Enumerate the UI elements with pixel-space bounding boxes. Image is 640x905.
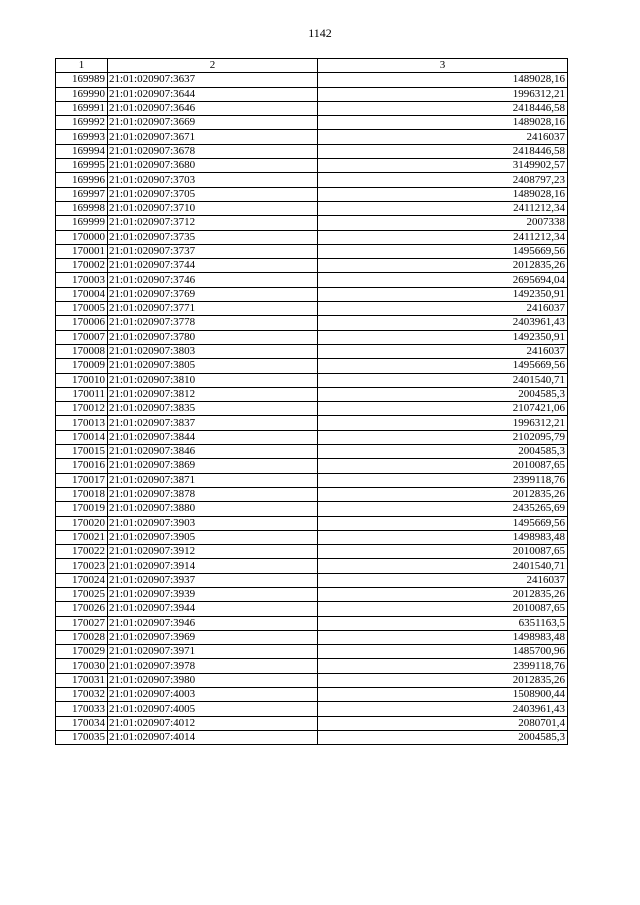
cadastral-number-cell: 21:01:020907:3680 <box>108 159 318 173</box>
value-cell: 1498983,48 <box>318 530 568 544</box>
value-cell: 2012835,26 <box>318 673 568 687</box>
value-cell: 3149902,57 <box>318 159 568 173</box>
row-number-cell: 170018 <box>56 487 108 501</box>
row-number-cell: 170005 <box>56 302 108 316</box>
value-cell: 2004585,3 <box>318 445 568 459</box>
row-number-cell: 170030 <box>56 659 108 673</box>
cadastral-number-cell: 21:01:020907:3703 <box>108 173 318 187</box>
table-row <box>56 273 568 287</box>
cadastral-number-cell: 21:01:020907:3737 <box>108 244 318 258</box>
cadastral-number-cell: 21:01:020907:3744 <box>108 259 318 273</box>
cadastral-number-cell: 21:01:020907:3712 <box>108 216 318 230</box>
cadastral-number-cell: 21:01:020907:3812 <box>108 387 318 401</box>
row-number-cell: 170029 <box>56 645 108 659</box>
table-row <box>56 130 568 144</box>
value-cell: 2435265,69 <box>318 502 568 516</box>
cadastral-number-cell: 21:01:020907:4014 <box>108 730 318 744</box>
table-row <box>56 101 568 115</box>
table-row <box>56 645 568 659</box>
value-cell: 1489028,16 <box>318 187 568 201</box>
header-row <box>56 59 568 73</box>
cadastral-number-cell: 21:01:020907:3871 <box>108 473 318 487</box>
cadastral-number-cell: 21:01:020907:3769 <box>108 287 318 301</box>
value-cell: 2416037 <box>318 130 568 144</box>
value-cell: 2416037 <box>318 344 568 358</box>
table-row <box>56 559 568 573</box>
table-row <box>56 73 568 87</box>
row-number-cell: 170006 <box>56 316 108 330</box>
value-cell: 6351163,5 <box>318 616 568 630</box>
table-row <box>56 187 568 201</box>
value-cell: 1996312,21 <box>318 87 568 101</box>
table-row <box>56 387 568 401</box>
cadastral-number-cell: 21:01:020907:3905 <box>108 530 318 544</box>
table-row <box>56 459 568 473</box>
row-number-cell: 170023 <box>56 559 108 573</box>
row-number-cell: 170025 <box>56 587 108 601</box>
row-number-cell: 170013 <box>56 416 108 430</box>
row-number-cell: 170007 <box>56 330 108 344</box>
cadastral-number-cell: 21:01:020907:4012 <box>108 716 318 730</box>
value-cell: 2399118,76 <box>318 659 568 673</box>
value-cell: 2012835,26 <box>318 259 568 273</box>
table-row <box>56 287 568 301</box>
table-row <box>56 516 568 530</box>
cadastral-number-cell: 21:01:020907:3835 <box>108 402 318 416</box>
table-row <box>56 373 568 387</box>
cadastral-number-cell: 21:01:020907:3678 <box>108 144 318 158</box>
row-number-cell: 170024 <box>56 573 108 587</box>
row-number-cell: 169993 <box>56 130 108 144</box>
table-row <box>56 659 568 673</box>
table-row <box>56 445 568 459</box>
value-cell: 2411212,34 <box>318 201 568 215</box>
table-row <box>56 702 568 716</box>
page-number: 1142 <box>308 26 332 40</box>
cadastral-number-cell: 21:01:020907:3914 <box>108 559 318 573</box>
row-number-cell: 170016 <box>56 459 108 473</box>
value-cell: 2416037 <box>318 302 568 316</box>
value-cell: 1508900,44 <box>318 688 568 702</box>
cadastral-number-cell: 21:01:020907:3939 <box>108 587 318 601</box>
cadastral-number-cell: 21:01:020907:3803 <box>108 344 318 358</box>
row-number-cell: 169997 <box>56 187 108 201</box>
cadastral-number-cell: 21:01:020907:3805 <box>108 359 318 373</box>
value-cell: 2416037 <box>318 573 568 587</box>
value-cell: 2695694,04 <box>318 273 568 287</box>
table-row <box>56 430 568 444</box>
cadastral-number-cell: 21:01:020907:3969 <box>108 630 318 644</box>
table-row <box>56 716 568 730</box>
value-cell: 2411212,34 <box>318 230 568 244</box>
cadastral-number-cell: 21:01:020907:3880 <box>108 502 318 516</box>
table-row <box>56 159 568 173</box>
value-cell: 2401540,71 <box>318 559 568 573</box>
row-number-cell: 170011 <box>56 387 108 401</box>
cadastral-number-cell: 21:01:020907:3937 <box>108 573 318 587</box>
row-number-cell: 170015 <box>56 445 108 459</box>
table-row <box>56 316 568 330</box>
table-row <box>56 730 568 744</box>
value-cell: 1495669,56 <box>318 244 568 258</box>
row-number-cell: 170012 <box>56 402 108 416</box>
table-row <box>56 530 568 544</box>
cadastral-number-cell: 21:01:020907:3710 <box>108 201 318 215</box>
cadastral-number-cell: 21:01:020907:3837 <box>108 416 318 430</box>
row-number-cell: 169990 <box>56 87 108 101</box>
value-cell: 1996312,21 <box>318 416 568 430</box>
row-number-cell: 170004 <box>56 287 108 301</box>
cadastral-number-cell: 21:01:020907:3903 <box>108 516 318 530</box>
value-cell: 2012835,26 <box>318 487 568 501</box>
column-header-2: 2 <box>108 59 318 73</box>
column-header-3: 3 <box>318 59 568 73</box>
table-row <box>56 87 568 101</box>
cadastral-number-cell: 21:01:020907:3946 <box>108 616 318 630</box>
table-row <box>56 402 568 416</box>
row-number-cell: 170001 <box>56 244 108 258</box>
table-row <box>56 259 568 273</box>
value-cell: 2107421,06 <box>318 402 568 416</box>
value-cell: 2080701,4 <box>318 716 568 730</box>
row-number-cell: 170031 <box>56 673 108 687</box>
cadastral-number-cell: 21:01:020907:3646 <box>108 101 318 115</box>
cadastral-number-cell: 21:01:020907:4005 <box>108 702 318 716</box>
cadastral-number-cell: 21:01:020907:3944 <box>108 602 318 616</box>
table-row <box>56 487 568 501</box>
value-cell: 2012835,26 <box>318 587 568 601</box>
table-row <box>56 502 568 516</box>
table-body <box>56 73 568 745</box>
table-row <box>56 302 568 316</box>
table-row <box>56 344 568 358</box>
column-header-1: 1 <box>56 59 108 73</box>
cadastral-number-cell: 21:01:020907:3912 <box>108 545 318 559</box>
row-number-cell: 170034 <box>56 716 108 730</box>
cadastral-number-cell: 21:01:020907:3846 <box>108 445 318 459</box>
value-cell: 2408797,23 <box>318 173 568 187</box>
row-number-cell: 169999 <box>56 216 108 230</box>
row-number-cell: 170008 <box>56 344 108 358</box>
row-number-cell: 170027 <box>56 616 108 630</box>
value-cell: 2418446,58 <box>318 144 568 158</box>
value-cell: 1498983,48 <box>318 630 568 644</box>
row-number-cell: 169989 <box>56 73 108 87</box>
value-cell: 2102095,79 <box>318 430 568 444</box>
value-cell: 2007338 <box>318 216 568 230</box>
value-cell: 1495669,56 <box>318 516 568 530</box>
table-row <box>56 573 568 587</box>
row-number-cell: 170033 <box>56 702 108 716</box>
cadastral-number-cell: 21:01:020907:3771 <box>108 302 318 316</box>
value-cell: 2401540,71 <box>318 373 568 387</box>
table-header <box>56 59 568 73</box>
cadastral-number-cell: 21:01:020907:3746 <box>108 273 318 287</box>
row-number-cell: 170010 <box>56 373 108 387</box>
cadastral-number-cell: 21:01:020907:3810 <box>108 373 318 387</box>
row-number-cell: 170009 <box>56 359 108 373</box>
cadastral-number-cell: 21:01:020907:3637 <box>108 73 318 87</box>
value-cell: 2004585,3 <box>318 387 568 401</box>
value-cell: 1485700,96 <box>318 645 568 659</box>
table-row <box>56 673 568 687</box>
row-number-cell: 170014 <box>56 430 108 444</box>
cadastral-number-cell: 21:01:020907:3978 <box>108 659 318 673</box>
table-row <box>56 602 568 616</box>
row-number-cell: 170028 <box>56 630 108 644</box>
row-number-cell: 169996 <box>56 173 108 187</box>
row-number-cell: 170026 <box>56 602 108 616</box>
table-row <box>56 416 568 430</box>
row-number-cell: 170022 <box>56 545 108 559</box>
value-cell: 1492350,91 <box>318 330 568 344</box>
row-number-cell: 170032 <box>56 688 108 702</box>
table-row <box>56 230 568 244</box>
table-row <box>56 144 568 158</box>
row-number-cell: 170017 <box>56 473 108 487</box>
value-cell: 2010087,65 <box>318 602 568 616</box>
value-cell: 2399118,76 <box>318 473 568 487</box>
cadastral-number-cell: 21:01:020907:3878 <box>108 487 318 501</box>
value-cell: 2004585,3 <box>318 730 568 744</box>
row-number-cell: 169998 <box>56 201 108 215</box>
row-number-cell: 169995 <box>56 159 108 173</box>
cadastral-number-cell: 21:01:020907:3644 <box>108 87 318 101</box>
table-row <box>56 616 568 630</box>
cadastral-number-cell: 21:01:020907:3778 <box>108 316 318 330</box>
value-cell: 2418446,58 <box>318 101 568 115</box>
value-cell: 1495669,56 <box>318 359 568 373</box>
table-row <box>56 116 568 130</box>
value-cell: 2403961,43 <box>318 316 568 330</box>
table-row <box>56 330 568 344</box>
cadastral-number-cell: 21:01:020907:3705 <box>108 187 318 201</box>
row-number-cell: 170003 <box>56 273 108 287</box>
cadastral-number-cell: 21:01:020907:3980 <box>108 673 318 687</box>
cadastral-number-cell: 21:01:020907:3669 <box>108 116 318 130</box>
value-cell: 1492350,91 <box>318 287 568 301</box>
table-row <box>56 630 568 644</box>
row-number-cell: 170002 <box>56 259 108 273</box>
table-row <box>56 545 568 559</box>
cadastral-number-cell: 21:01:020907:3844 <box>108 430 318 444</box>
cadastral-number-cell: 21:01:020907:3869 <box>108 459 318 473</box>
table-row <box>56 173 568 187</box>
value-cell: 1489028,16 <box>318 73 568 87</box>
cadastral-number-cell: 21:01:020907:3735 <box>108 230 318 244</box>
value-cell: 2403961,43 <box>318 702 568 716</box>
table-row <box>56 688 568 702</box>
registry-table <box>55 58 568 745</box>
row-number-cell: 170020 <box>56 516 108 530</box>
table-row <box>56 216 568 230</box>
table-row <box>56 587 568 601</box>
cadastral-number-cell: 21:01:020907:4003 <box>108 688 318 702</box>
row-number-cell: 170021 <box>56 530 108 544</box>
value-cell: 2010087,65 <box>318 545 568 559</box>
table-row <box>56 473 568 487</box>
table-row <box>56 359 568 373</box>
table-row <box>56 201 568 215</box>
row-number-cell: 169994 <box>56 144 108 158</box>
cadastral-number-cell: 21:01:020907:3971 <box>108 645 318 659</box>
row-number-cell: 170035 <box>56 730 108 744</box>
row-number-cell: 170000 <box>56 230 108 244</box>
row-number-cell: 169991 <box>56 101 108 115</box>
value-cell: 1489028,16 <box>318 116 568 130</box>
cadastral-number-cell: 21:01:020907:3671 <box>108 130 318 144</box>
cadastral-number-cell: 21:01:020907:3780 <box>108 330 318 344</box>
row-number-cell: 170019 <box>56 502 108 516</box>
table-row <box>56 244 568 258</box>
row-number-cell: 169992 <box>56 116 108 130</box>
value-cell: 2010087,65 <box>318 459 568 473</box>
